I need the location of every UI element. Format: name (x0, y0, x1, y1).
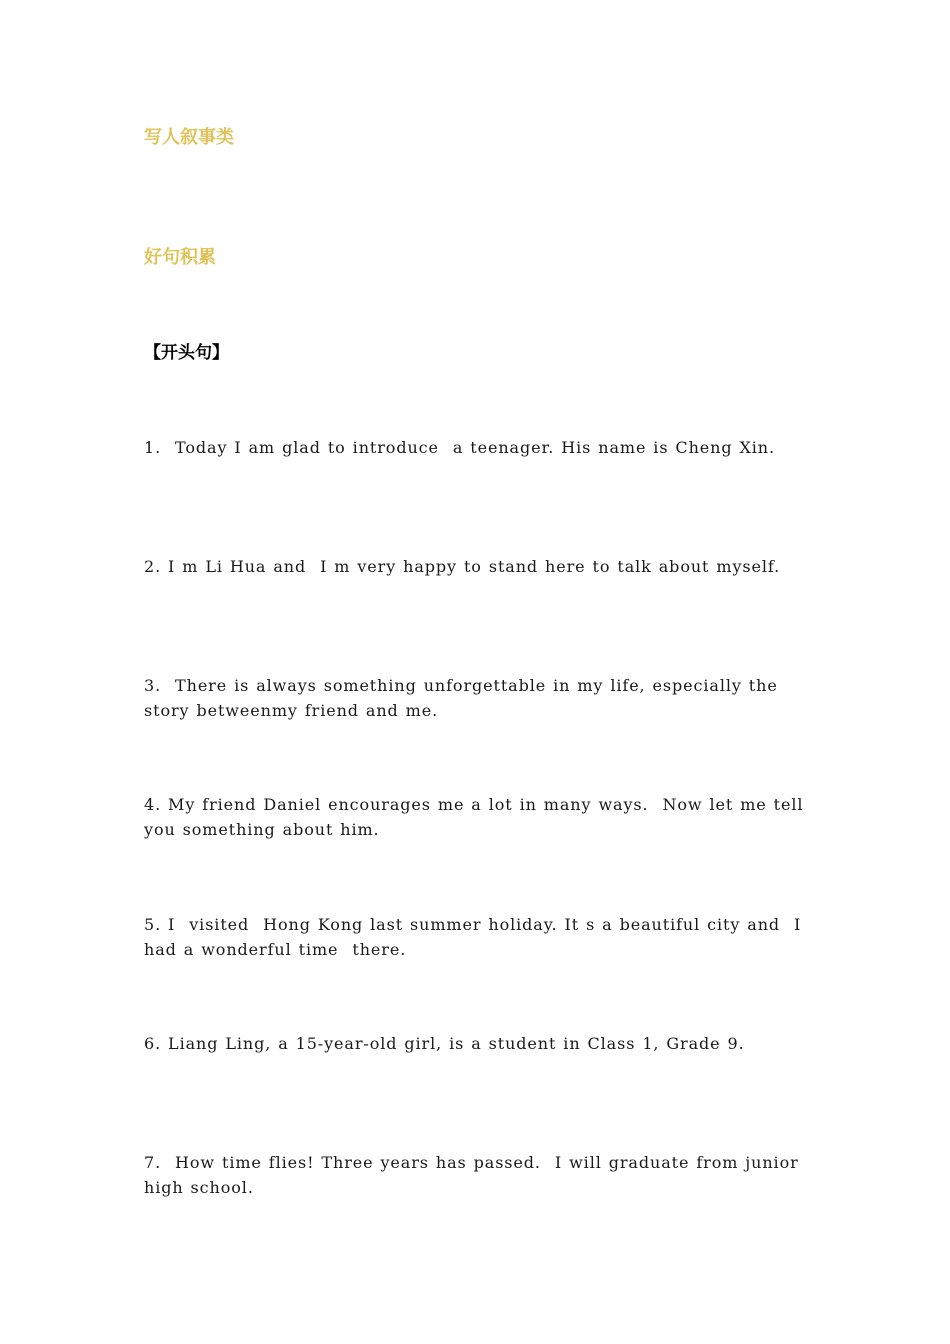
sentence-2: 2. I m Li Hua and I m very happy to stand here to talk about myself. (144, 557, 781, 576)
sentence-4: 4. My friend Daniel encourages me a lot in many ways. Now let me tell you something about him. (144, 795, 811, 839)
category-title: 写人叙事类 (144, 127, 234, 148)
subtitle-good-sentences: 好句积累 (144, 247, 216, 268)
sentence-3: 3. There is always something unforgettable in my life, especially the story betweenmy friend and me. (144, 676, 785, 720)
sentence-1: 1. Today I am glad to introduce a teenager. His name is Cheng Xin. (144, 438, 775, 457)
sentence-7: 7. How time flies! Three years has passed. I will graduate from junior high school. (144, 1153, 806, 1197)
section-label-opening-sentences: 【开头句】 (144, 343, 229, 363)
sentence-6: 6. Liang Ling, a 15-year-old girl, is a student in Class 1, Grade 9. (144, 1034, 745, 1053)
sentence-5: 5. I visited Hong Kong last summer holiday. It s a beautiful city and I had a wonderful time there. (144, 915, 809, 959)
